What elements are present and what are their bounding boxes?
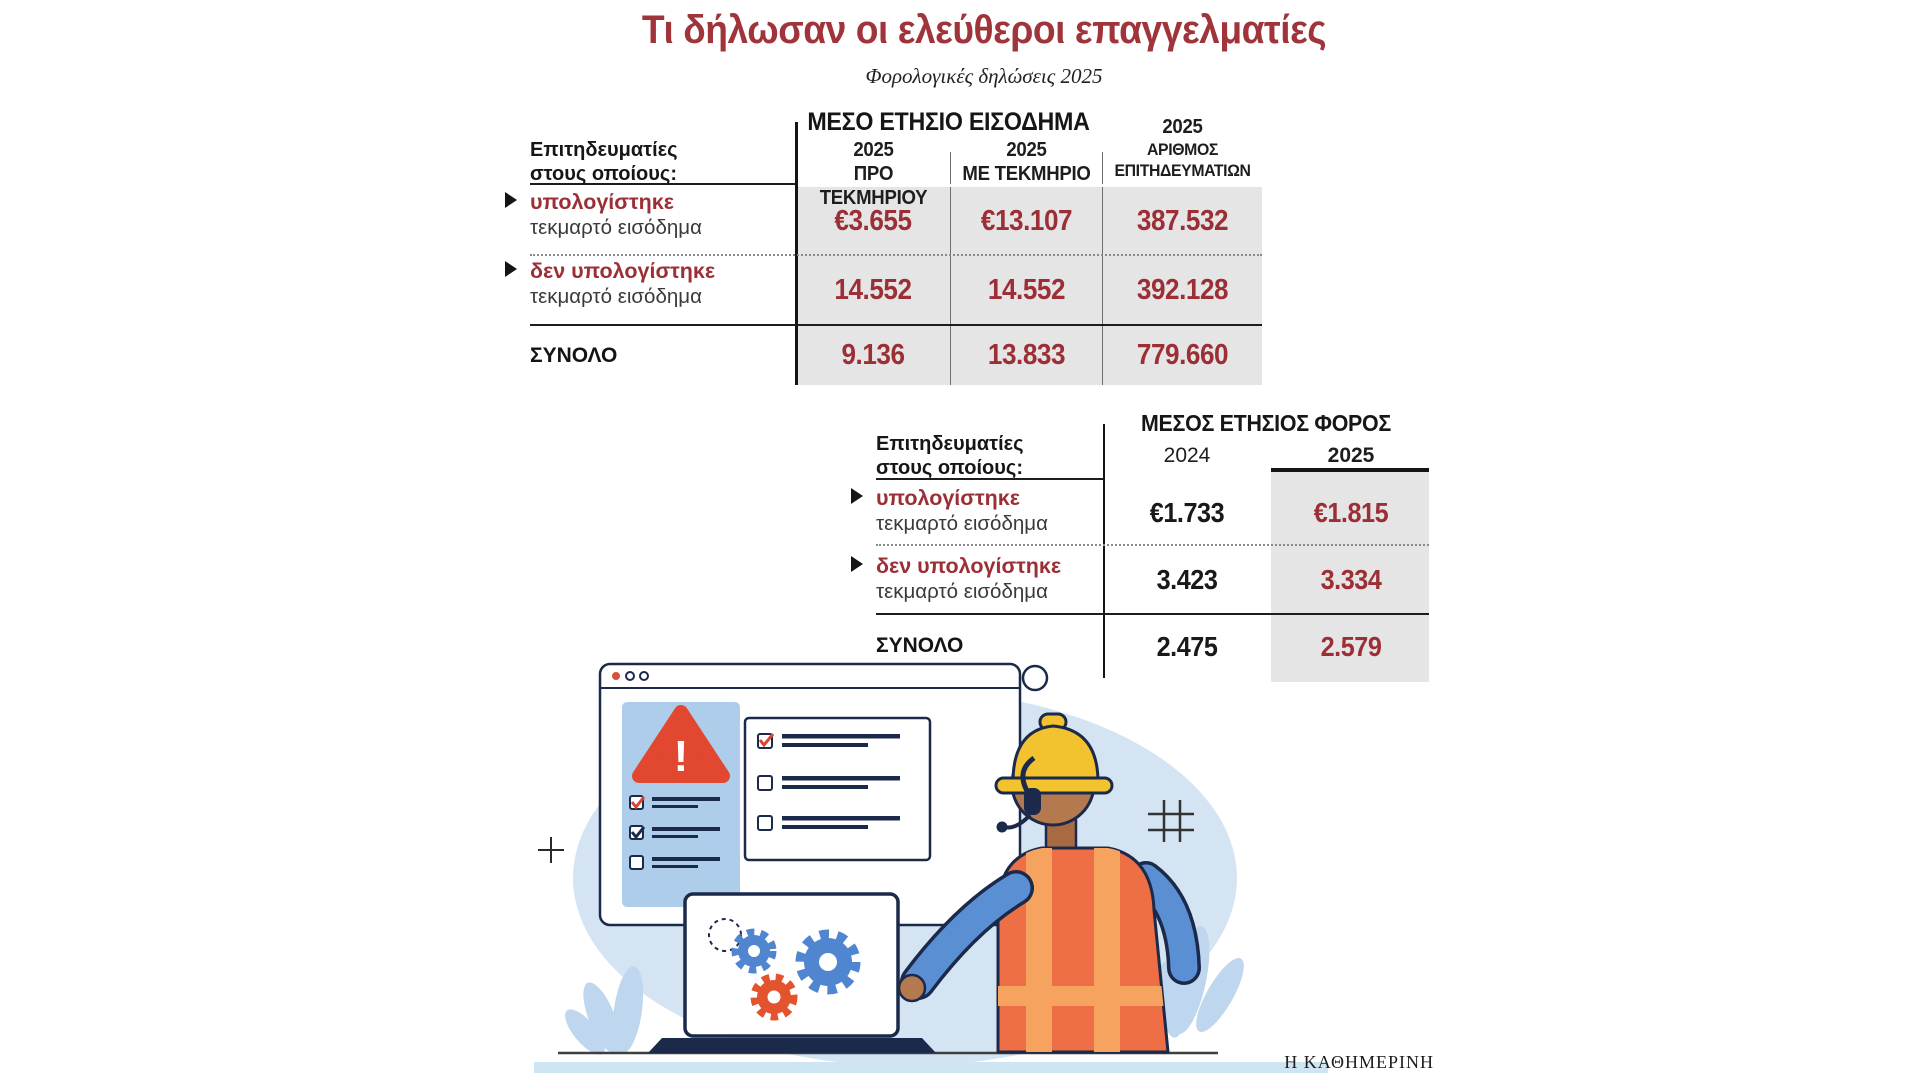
income-total-cell: 9.136 [841, 339, 905, 371]
income-table-title: ΜΕΣΟ ΕΤΗΣΙΟ ΕΙΣΟΔΗΜΑ [807, 108, 1090, 136]
row-label-sub: τεκμαρτό εισόδημα [530, 285, 702, 308]
col-caption: ΑΡΙΘΜΟΣ [1146, 140, 1218, 159]
row-label-main: δεν υπολογίστηκε [530, 259, 716, 283]
income-total-cell: 13.833 [987, 339, 1066, 371]
income-value-cell: €3.655 [834, 205, 912, 237]
col-year: 2025 [1006, 139, 1047, 161]
document-card [745, 718, 930, 860]
laptop-base [648, 1038, 936, 1053]
header-divider [1102, 152, 1103, 184]
row-label-main: υπολογίστηκε [530, 190, 674, 214]
column-divider [1102, 187, 1103, 385]
income-value-cell: 387.532 [1136, 205, 1229, 237]
tax-value-cell: 3.423 [1156, 564, 1218, 595]
plus-icon [538, 837, 564, 863]
total-divider [530, 324, 1262, 326]
row-label-sub: τεκμαρτό εισόδημα [530, 216, 702, 239]
column-divider [950, 187, 951, 385]
row-header-line: στους οποίους: [876, 457, 1023, 479]
row-marker-icon [505, 192, 517, 208]
row-header-underline [876, 478, 1103, 480]
income-total-label: ΣΥΝΟΛΟ [530, 344, 618, 367]
page-subtitle: Φορολογικές δηλώσεις 2025 [865, 64, 1103, 88]
row-label-sub: τεκμαρτό εισόδημα [876, 580, 1048, 603]
row-label-main: δεν υπολογίστηκε [876, 554, 1062, 578]
income-value-cell: 392.128 [1136, 274, 1229, 306]
tax-total-cell: 2.475 [1156, 631, 1218, 662]
tax-table [851, 410, 1429, 678]
window-dot-icon [640, 672, 648, 680]
header-divider [950, 152, 951, 184]
microphone-tip [997, 822, 1008, 833]
income-col1-header [802, 138, 944, 210]
browser-window [600, 664, 1020, 925]
worker-hand [899, 975, 925, 1001]
income-col2-header [956, 138, 1096, 186]
plant-decoration-left [559, 964, 648, 1060]
row-marker-icon [851, 556, 863, 572]
tax-row2-label [876, 554, 1061, 604]
income-table [505, 108, 1262, 386]
row-label-main: υπολογίστηκε [876, 486, 1020, 510]
tax-col-2025-header: 2025 [1327, 444, 1375, 467]
tax-value-cell: €1.815 [1313, 497, 1389, 528]
laptop-icon [648, 894, 936, 1053]
income-row2-label [530, 259, 715, 309]
tax-total-label: ΣΥΝΟΛΟ [876, 634, 964, 657]
row-label-sub: τεκμαρτό εισόδημα [876, 512, 1048, 535]
row-header-line: Επιτηδευματίες [530, 139, 678, 161]
row-marker-icon [505, 261, 517, 277]
col-year: 2025 [853, 139, 894, 161]
bottom-accent-bar [534, 1062, 1328, 1073]
row-divider-dotted [876, 544, 1429, 546]
row-divider-dotted [530, 254, 1262, 256]
col-caption: ΠΡΟ ΤΕΚΜΗΡΙΟΥ [819, 163, 928, 209]
window-dot-icon [612, 672, 620, 680]
income-total-cell: 779.660 [1136, 339, 1229, 371]
checklist-panel [622, 702, 740, 907]
income-value-cell: 14.552 [987, 274, 1066, 306]
page-title: Τι δήλωσαν οι ελεύθεροι επαγγελματίες [641, 8, 1327, 52]
income-col3-header [1109, 115, 1257, 181]
row-header-underline [530, 183, 795, 185]
row-marker-icon [851, 488, 863, 504]
tax-value-cell: 3.334 [1320, 564, 1382, 595]
income-row-header [530, 138, 678, 186]
worker-illustration [530, 650, 1440, 1080]
tax-table-title: ΜΕΣΟΣ ΕΤΗΣΙΟΣ ΦΟΡΟΣ [1141, 410, 1391, 436]
income-value-cell: €13.107 [980, 205, 1073, 237]
window-dot-icon [626, 672, 634, 680]
tax-row-header [876, 432, 1024, 480]
warning-glyph: ! [673, 732, 689, 781]
row-header-line: Επιτηδευματίες [876, 433, 1024, 455]
total-divider [876, 613, 1429, 615]
tax-col-2024-header: 2024 [1163, 444, 1211, 467]
col-year: 2025 [1162, 116, 1203, 138]
tax-row1-label [876, 486, 1048, 536]
publisher-logo: Η ΚΑΘΗΜΕΡΙΝΗ [1284, 1052, 1434, 1072]
tax-total-cell: 2.579 [1320, 631, 1382, 662]
circle-icon [1023, 666, 1047, 690]
income-row1-label [530, 190, 702, 240]
income-value-cell: 14.552 [834, 274, 912, 306]
tax-value-cell: €1.733 [1149, 497, 1225, 528]
row-header-line: στους οποίους: [530, 163, 677, 185]
col-caption: ΕΠΙΤΗΔΕΥΜΑΤΙΩΝ [1114, 161, 1251, 180]
laptop-screen [685, 894, 898, 1036]
col-caption: ΜΕ ΤΕΚΜΗΡΙΟ [962, 163, 1091, 185]
